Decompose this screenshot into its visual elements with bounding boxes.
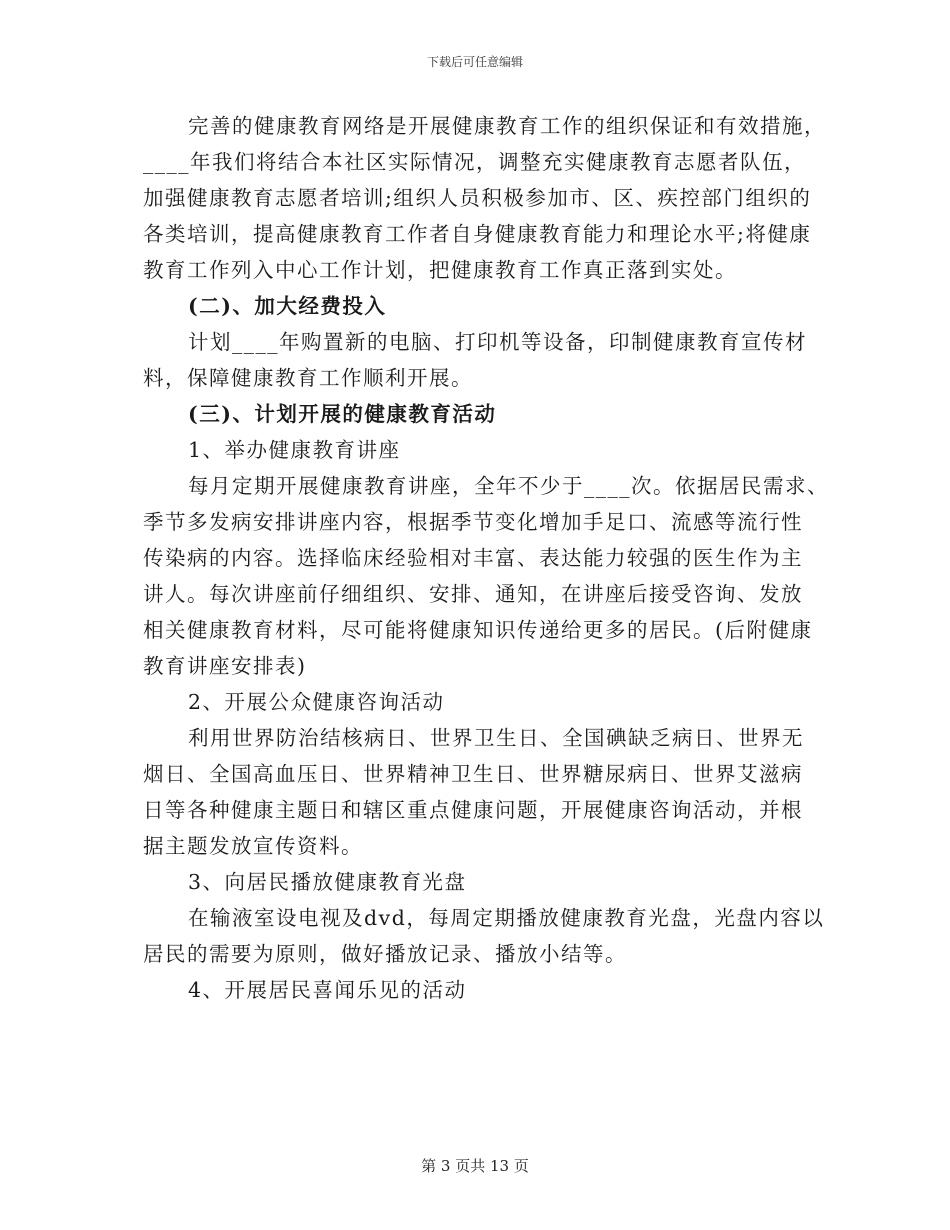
paragraph-line: 完善的健康教育网络是开展健康教育工作的组织保证和有效措施， xyxy=(188,114,826,138)
paragraph-line: 居民的需要为原则，做好播放记录、播放小结等。 xyxy=(143,942,627,966)
subsection-heading: 3、向居民播放健康教育光盘 xyxy=(188,870,467,894)
paragraph-line: 讲人。每次讲座前仔细组织、安排、通知，在讲座后接受咨询、发放 xyxy=(143,582,803,606)
paragraph-line: 各类培训，提高健康教育工作者自身健康教育能力和理论水平;将健康 xyxy=(143,222,812,246)
paragraph-line: 教育讲座安排表) xyxy=(143,654,307,678)
paragraph-line: ____年我们将结合本社区实际情况，调整充实健康教育志愿者队伍， xyxy=(143,150,806,174)
paragraph-line: 相关健康教育材料，尽可能将健康知识传递给更多的居民。(后附健康 xyxy=(143,618,813,642)
paragraph-line: 烟日、全国高血压日、世界精神卫生日、世界糖尿病日、世界艾滋病 xyxy=(143,762,803,786)
paragraph-line: 加强健康教育志愿者培训;组织人员积极参加市、区、疾控部门组织的 xyxy=(143,186,812,210)
paragraph-line: 教育工作列入中心工作计划，把健康教育工作真正落到实处。 xyxy=(143,258,737,282)
section-heading: (二)、加大经费投入 xyxy=(188,294,387,318)
paragraph-line: 日等各种健康主题日和辖区重点健康问题，开展健康咨询活动，并根 xyxy=(143,798,803,822)
paragraph-line: 料，保障健康教育工作顺利开展。 xyxy=(143,366,473,390)
subsection-heading: 1、举办健康教育讲座 xyxy=(188,438,401,462)
page-number: 第 3 页共 13 页 xyxy=(421,1157,529,1175)
paragraph-line: 利用世界防治结核病日、世界卫生日、全国碘缺乏病日、世界无 xyxy=(188,726,804,750)
paragraph-line: 每月定期开展健康教育讲座，全年不少于____次。依据居民需求、 xyxy=(188,474,829,498)
paragraph-line: 据主题发放宣传资料。 xyxy=(143,834,363,858)
page-header: 下载后可任意编辑 xyxy=(426,55,523,69)
paragraph-line: 计划____年购置新的电脑、打印机等设备，印制健康教育宣传材 xyxy=(188,330,807,354)
subsection-heading: 2、开展公众健康咨询活动 xyxy=(188,690,445,714)
document-body xyxy=(143,108,829,1008)
subsection-heading: 4、开展居民喜闻乐见的活动 xyxy=(188,978,467,1002)
paragraph-line: 季节多发病安排讲座内容，根据季节变化增加手足口、流感等流行性 xyxy=(143,510,803,534)
paragraph-line: 传染病的内容。选择临床经验相对丰富、表达能力较强的医生作为主 xyxy=(143,546,803,570)
section-heading: (三)、计划开展的健康教育活动 xyxy=(188,402,497,426)
paragraph-line: 在输液室设电视及dvd，每周定期播放健康教育光盘，光盘内容以 xyxy=(188,906,825,930)
